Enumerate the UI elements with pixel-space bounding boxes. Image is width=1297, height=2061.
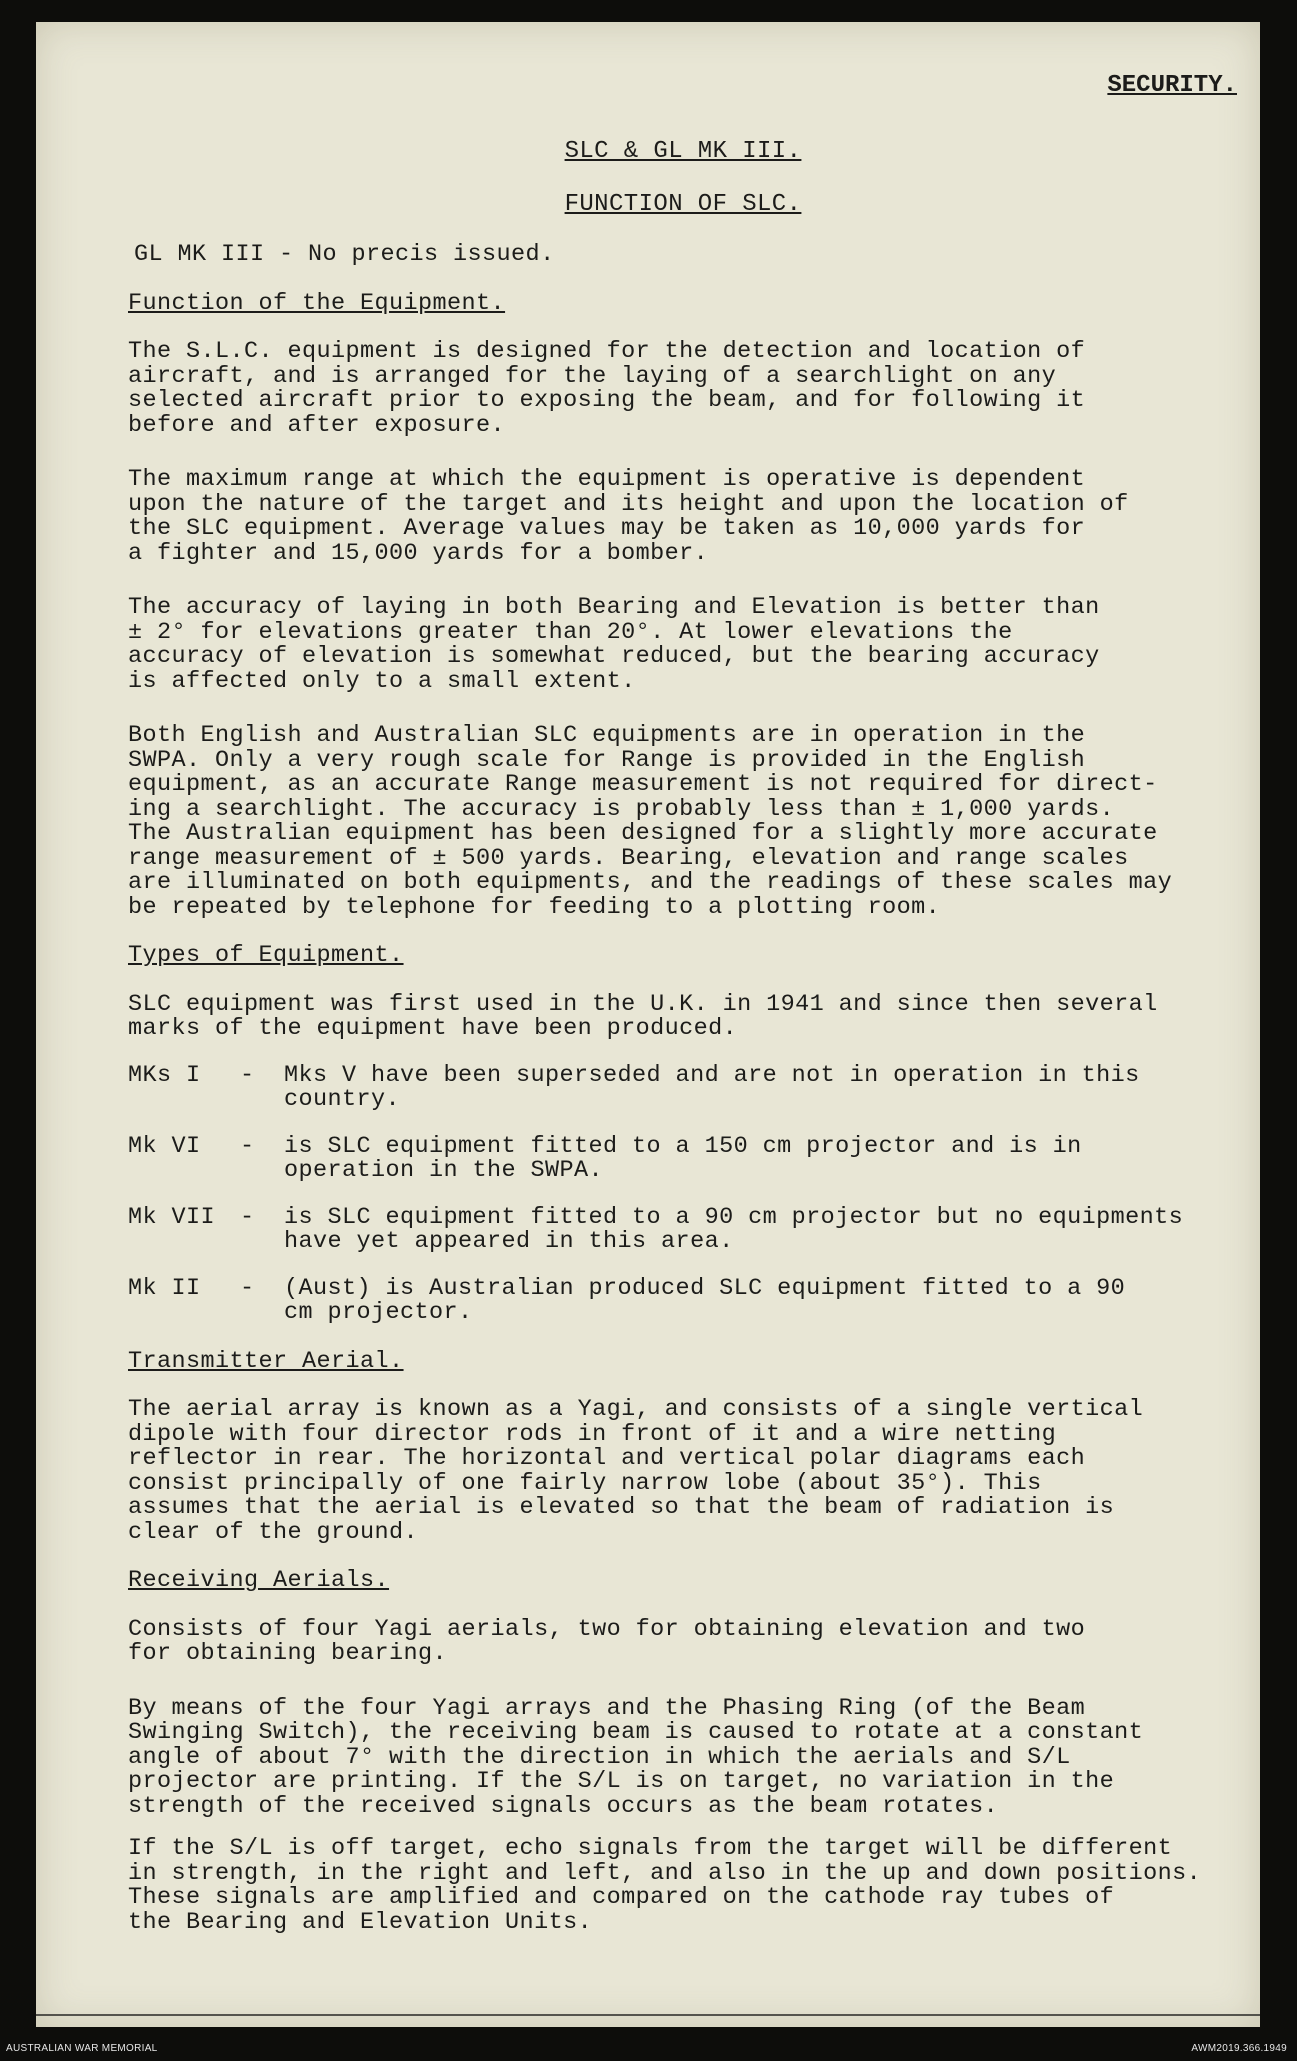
- item-label: MKs I: [128, 1061, 201, 1089]
- list-item: [128, 1132, 1218, 1184]
- item-label: Mk VII: [128, 1203, 216, 1231]
- list-item: [128, 1274, 1218, 1326]
- heading-types: Types of Equipment.: [128, 942, 404, 969]
- transmitter-paragraph-1: The aerial array is known as a Yagi, and consists of a single vertical dipole with four director rods in front of it and a wire netting reflector in rear. The horizontal and vertical polar diagrams each consist principally of one fairly narrow lobe (about 35°). This assumes that the aerial is elevated so that the beam of radiation is clear of the ground.: [128, 1396, 1144, 1546]
- function-paragraph-1: The S.L.C. equipment is designed for the detection and location of aircraft, and is arranged for the laying of a searchlight on any selected aircraft prior to exposing the beam, and for following it before and after exposure.: [128, 338, 1086, 439]
- footer-accession-number: AWM2019.366.1949: [1191, 2043, 1287, 2054]
- list-item: [128, 1203, 1218, 1255]
- list-item: [128, 1061, 1218, 1113]
- function-paragraph-4: Both English and Australian SLC equipments are in operation in the SWPA. Only a very rough scale for Range is provided in the English equipment, as an accurate Range measurement is not required for direct- ing a searchlight. The accuracy is probably less than ± 1,000 yards. The Australian equipment has been designed for a slightly more accurate range measurement of ± 500 yards. Bearing, elevation and range scales are illuminated on both equipments, and the readings of these scales may be repeated by telephone for feeding to a plotting room.: [128, 722, 1173, 921]
- item-dash: -: [240, 1061, 255, 1089]
- document-subtitle: FUNCTION OF SLC.: [564, 190, 802, 218]
- document-title: SLC & GL MK III.: [564, 138, 802, 165]
- footer-credit: AUSTRALIAN WAR MEMORIAL: [6, 2043, 158, 2054]
- receiving-paragraph-1: Consists of four Yagi aerials, two for obtaining elevation and two for obtaining bearing.: [128, 1615, 1086, 1667]
- item-dash: -: [240, 1274, 255, 1302]
- item-dash: -: [240, 1132, 255, 1160]
- item-label: Mk II: [128, 1274, 201, 1302]
- function-paragraph-3: The accuracy of laying in both Bearing and Elevation is better than ± 2° for elevations greater than 20°. At lower elevations the accuracy of elevation is somewhat reduced, but the bearing accuracy is affected only to a small extent.: [128, 594, 1100, 695]
- heading-function: Function of the Equipment.: [128, 289, 506, 317]
- receiving-paragraph-3: If the S/L is off target, echo signals from the target will be different in strength, in the right and left, and also in the up and down positions. These signals are amplified and compared on the cathode ray tubes of the Bearing and Elevation Units.: [128, 1835, 1202, 1936]
- types-paragraph-1: SLC equipment was first used in the U.K. in 1941 and since then several marks of the equipment have been produced.: [128, 990, 1158, 1042]
- intro-line: GL MK III - No precis issued.: [134, 241, 555, 268]
- item-label: Mk VI: [128, 1132, 201, 1160]
- item-text: Mks V have been superseded and are not in operation in this country.: [284, 1061, 1140, 1113]
- function-paragraph-2: The maximum range at which the equipment is operative is dependent upon the nature of the target and its height and upon the location of the SLC equipment. Average values may be taken as 10,000 yards for a fighter and 15,000 yards for a bomber.: [128, 466, 1129, 567]
- page-edge-rule: [36, 2014, 1260, 2016]
- item-text: is SLC equipment fitted to a 150 cm projector and is in operation in the SWPA.: [284, 1132, 1082, 1184]
- security-classification: SECURITY.: [1107, 72, 1237, 99]
- document-body: [128, 92, 1218, 1935]
- heading-receiving: Receiving Aerials.: [128, 1567, 390, 1594]
- item-text: is SLC equipment fitted to a 90 cm projector but no equipments have yet appeared in this area.: [284, 1203, 1184, 1255]
- item-dash: -: [240, 1203, 255, 1231]
- receiving-paragraph-2: By means of the four Yagi arrays and the Phasing Ring (of the Beam Swinging Switch), the receiving beam is caused to rotate at a constant angle of about 7° with the direction in which the aerials and S/L projector are printing. If the S/L is on target, no variation in the strength of the received signals occurs as the beam rotates.: [128, 1694, 1144, 1820]
- item-text: (Aust) is Australian produced SLC equipment fitted to a 90 cm projector.: [284, 1274, 1126, 1326]
- heading-transmitter: Transmitter Aerial.: [128, 1347, 404, 1375]
